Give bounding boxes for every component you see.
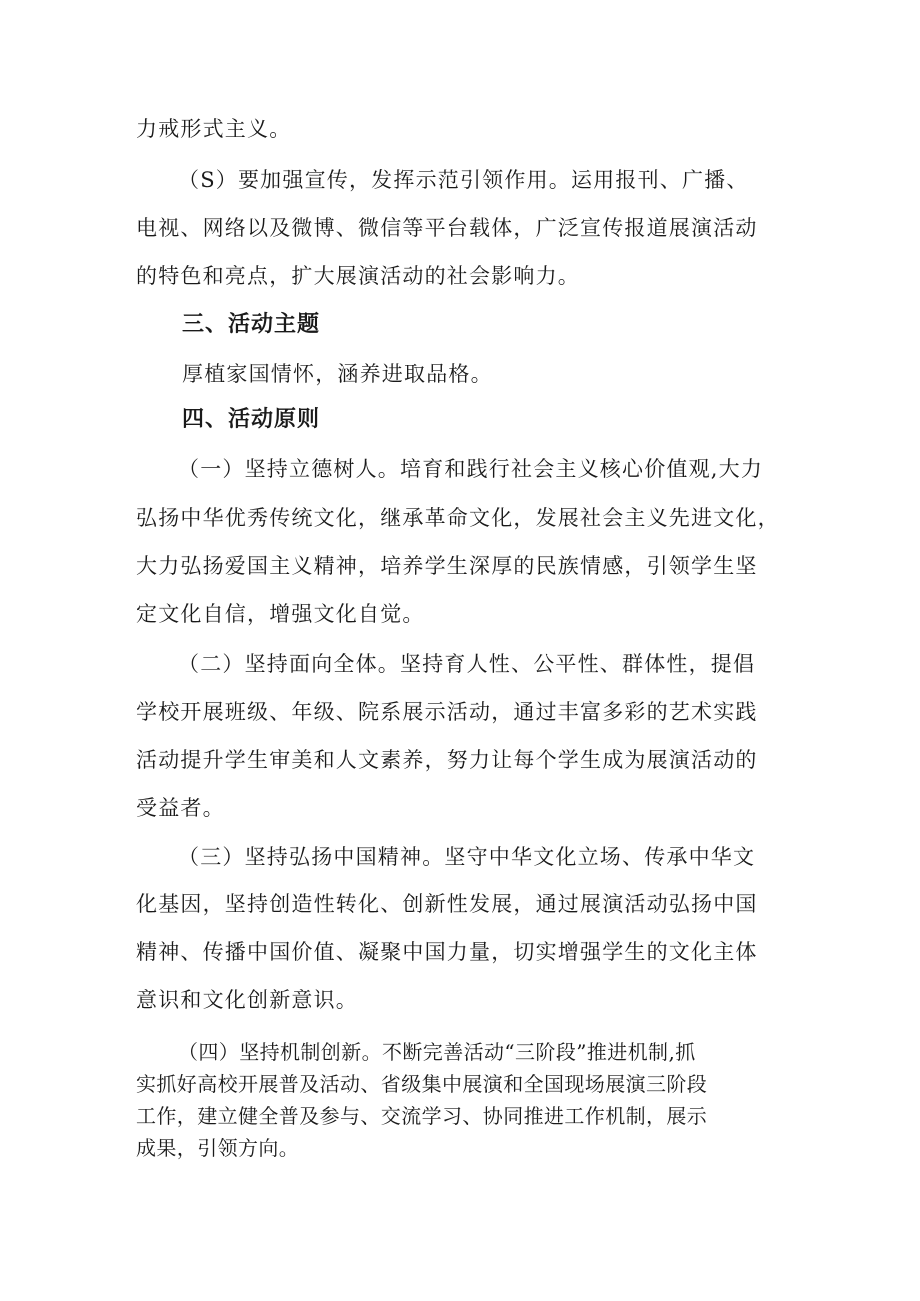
paragraph-line: （一）坚持立德树人。培育和践行社会主义核心价值观,大力 [178,457,764,481]
paragraph-line: （三）坚持弘扬中国精神。坚守中华文化立场、传承中华文 [178,845,756,869]
paragraph-line: 学校开展班级、年级、院系展示活动，通过丰富多彩的艺术实践 [136,700,758,724]
paragraph-line: 弘扬中华优秀传统文化，继承革命文化，发展社会主义先进文化， [136,506,780,530]
paragraph-line: 厚植家国情怀，涵养进取品格。 [182,362,493,386]
paragraph-line: 受益者。 [136,796,225,820]
paragraph-line: 定文化自信，增强文化自觉。 [136,602,425,626]
paragraph-line: 成果，引领方向。 [136,1136,300,1160]
paragraph-line: 工作，建立健全普及参与、交流学习、协同推进工作机制，展示 [136,1104,708,1128]
section-heading: 三、活动主题 [182,312,321,337]
paragraph-line: （S）要加强宣传，发挥示范引领作用。运用报刊、广播、 [178,168,749,192]
section-heading: 四、活动原则 [182,407,321,432]
paragraph-line: 化基因，坚持创造性转化、创新性发展，通过展演活动弘扬中国 [136,892,758,916]
paragraph-line: 大力弘扬爱国主义精神，培养学生深厚的民族情感，引领学生坚 [136,554,758,578]
paragraph-line: 的特色和亮点，扩大展演活动的社会影响力。 [136,264,580,288]
paragraph-line: 精神、传播中国价值、凝聚中国力量，切实增强学生的文化主体 [136,940,758,964]
paragraph-line: 意识和文化创新意识。 [136,988,358,1012]
paragraph-line: 力戒形式主义。 [136,117,292,141]
paragraph-line: 活动提升学生审美和人文素养，努力让每个学生成为展演活动的 [136,748,758,772]
paragraph-line: 实抓好高校开展普及活动、省级集中展演和全国现场展演三阶段 [136,1072,708,1096]
paragraph-line: （二）坚持面向全体。坚持育人性、公平性、群体性，提倡 [178,652,756,676]
paragraph-line: （四）坚持机制创新。不断完善活动“三阶段”推进机制,抓 [178,1040,696,1064]
paragraph-line: 电视、网络以及微博、微信等平台载体，广泛宣传报道展演活动 [136,216,758,240]
